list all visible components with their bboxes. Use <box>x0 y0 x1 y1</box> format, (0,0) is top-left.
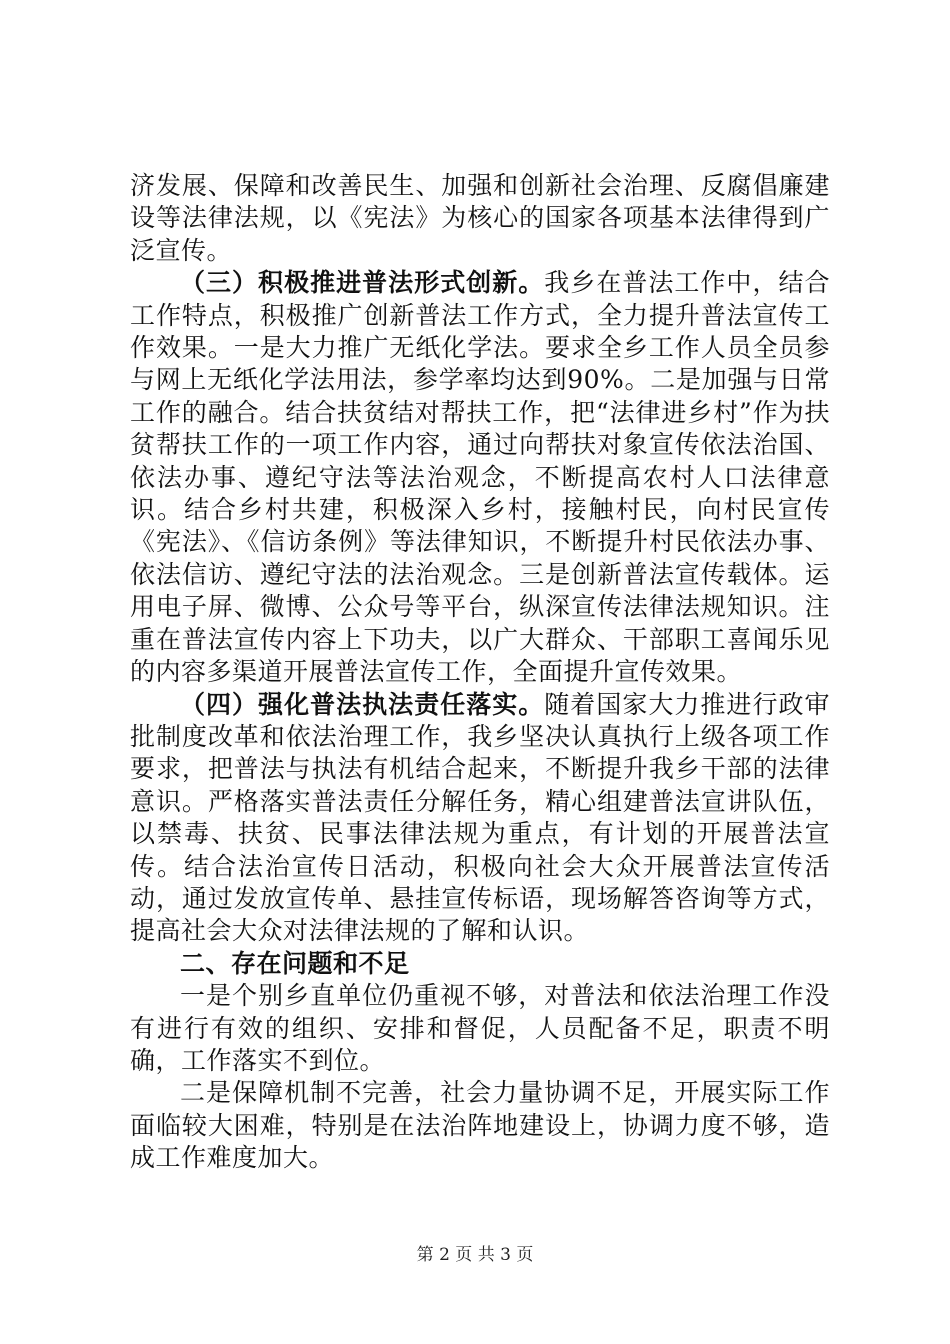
paragraph-form-innovation-body: 我乡在普法工作中，结合工作特点，积极推广创新普法工作方式，全力提升普法宣传工作效果。一是大力推广无纸化学法。要求全乡工作人员全员参与网上无纸化学法用法，参学率均达到90%。二是加强与日常工作的融合。结合扶贫结对帮扶工作，把“法律进乡村”作为扶贫帮扶工作的一项工作内容，通过向帮扶对象宣传依法治国、依法办事、遵纪守法等法治观念，不断提高农村人口法律意识。结合乡村共建，积极深入乡村，接触村民，向村民宣传《宪法》、《信访条例》等法律知识，不断提升村民依法办事、依法信访、遵纪守法的法治观念。三是创新普法宣传载体。运用电子屏、微博、公众号等平台，纵深宣传法律法规知识。注重在普法宣传内容上下功夫，以广大群众、干部职工喜闻乐见的内容多渠道开展普法宣传工作，全面提升宣传效果。 <box>130 268 830 687</box>
paragraph-problem-one: 一是个别乡直单位仍重视不够，对普法和依法治理工作没有进行有效的组织、安排和督促，人员配备不足，职责不明确，工作落实不到位。 <box>130 981 830 1075</box>
page-footer: 第 2 页 共 3 页 <box>416 1245 534 1265</box>
paragraph-continuation: 济发展、保障和改善民生、加强和创新社会治理、反腐倡廉建设等法律法规，以《宪法》为核心的国家各项基本法律得到广泛宣传。 <box>130 171 830 265</box>
section-heading-problems: 二、存在问题和不足 <box>180 948 410 978</box>
subheading-form-innovation: （三）积极推进普法形式创新。 <box>180 268 545 298</box>
paragraph-form-innovation <box>130 267 830 688</box>
document-body <box>130 170 830 1175</box>
paragraph-responsibility-body: 随着国家大力推进行政审批制度改革和依法治理工作，我乡坚决认真执行上级各项工作要求，把普法与执法有机结合起来，不断提升我乡干部的法律意识。严格落实普法责任分解任务，精心组建普法宣讲队伍，以禁毒、扶贫、民事法律法规为重点，有计划的开展普法宣传。结合法治宣传日活动，积极向社会大众开展普法宣传活动，通过发放宣传单、悬挂宣传标语，现场解答咨询等方式，提高社会大众对法律法规的了解和认识。 <box>130 689 830 946</box>
paragraph-problem-two: 二是保障机制不完善，社会力量协调不足，开展实际工作面临较大困难，特别是在法治阵地建设上，协调力度不够，造成工作难度加大。 <box>130 1078 830 1173</box>
paragraph-responsibility <box>130 689 830 948</box>
subheading-responsibility: （四）强化普法执法责任落实。 <box>180 689 545 719</box>
